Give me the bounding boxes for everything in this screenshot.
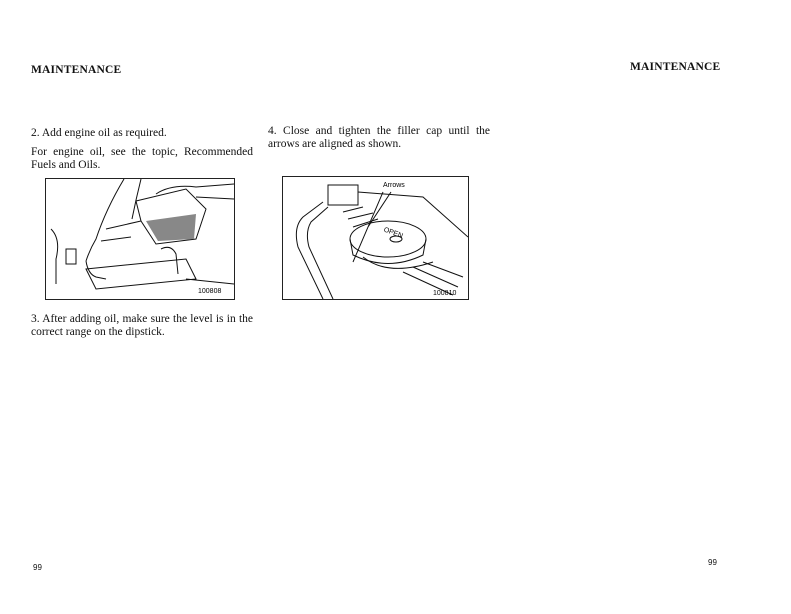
page-number-right: 99 [708,558,717,567]
page-number-left: 99 [33,563,42,572]
figure-id-right: 100810 [433,290,457,297]
header-left: MAINTENANCE [31,64,122,76]
figure-filler-cap [282,176,469,300]
figure-label-arrows: Arrows [383,182,405,189]
figure-id-left: 100808 [198,288,222,295]
step-4: 4. Close and tighten the filler cap until the arrows are aligned as shown. [268,125,490,150]
oil-pour-illustration [46,179,234,299]
step-2: 2. Add engine oil as required. [31,127,167,139]
oil-note: For engine oil, see the topic, Recommended Fuels and Oils. [31,146,253,171]
cap-open-text: OPEN [382,226,404,240]
filler-cap-illustration [283,177,468,299]
header-right: MAINTENANCE [630,61,721,73]
figure-adding-oil [45,178,235,300]
step-3: 3. After adding oil, make sure the level is in the correct range on the dipstick. [31,313,253,338]
